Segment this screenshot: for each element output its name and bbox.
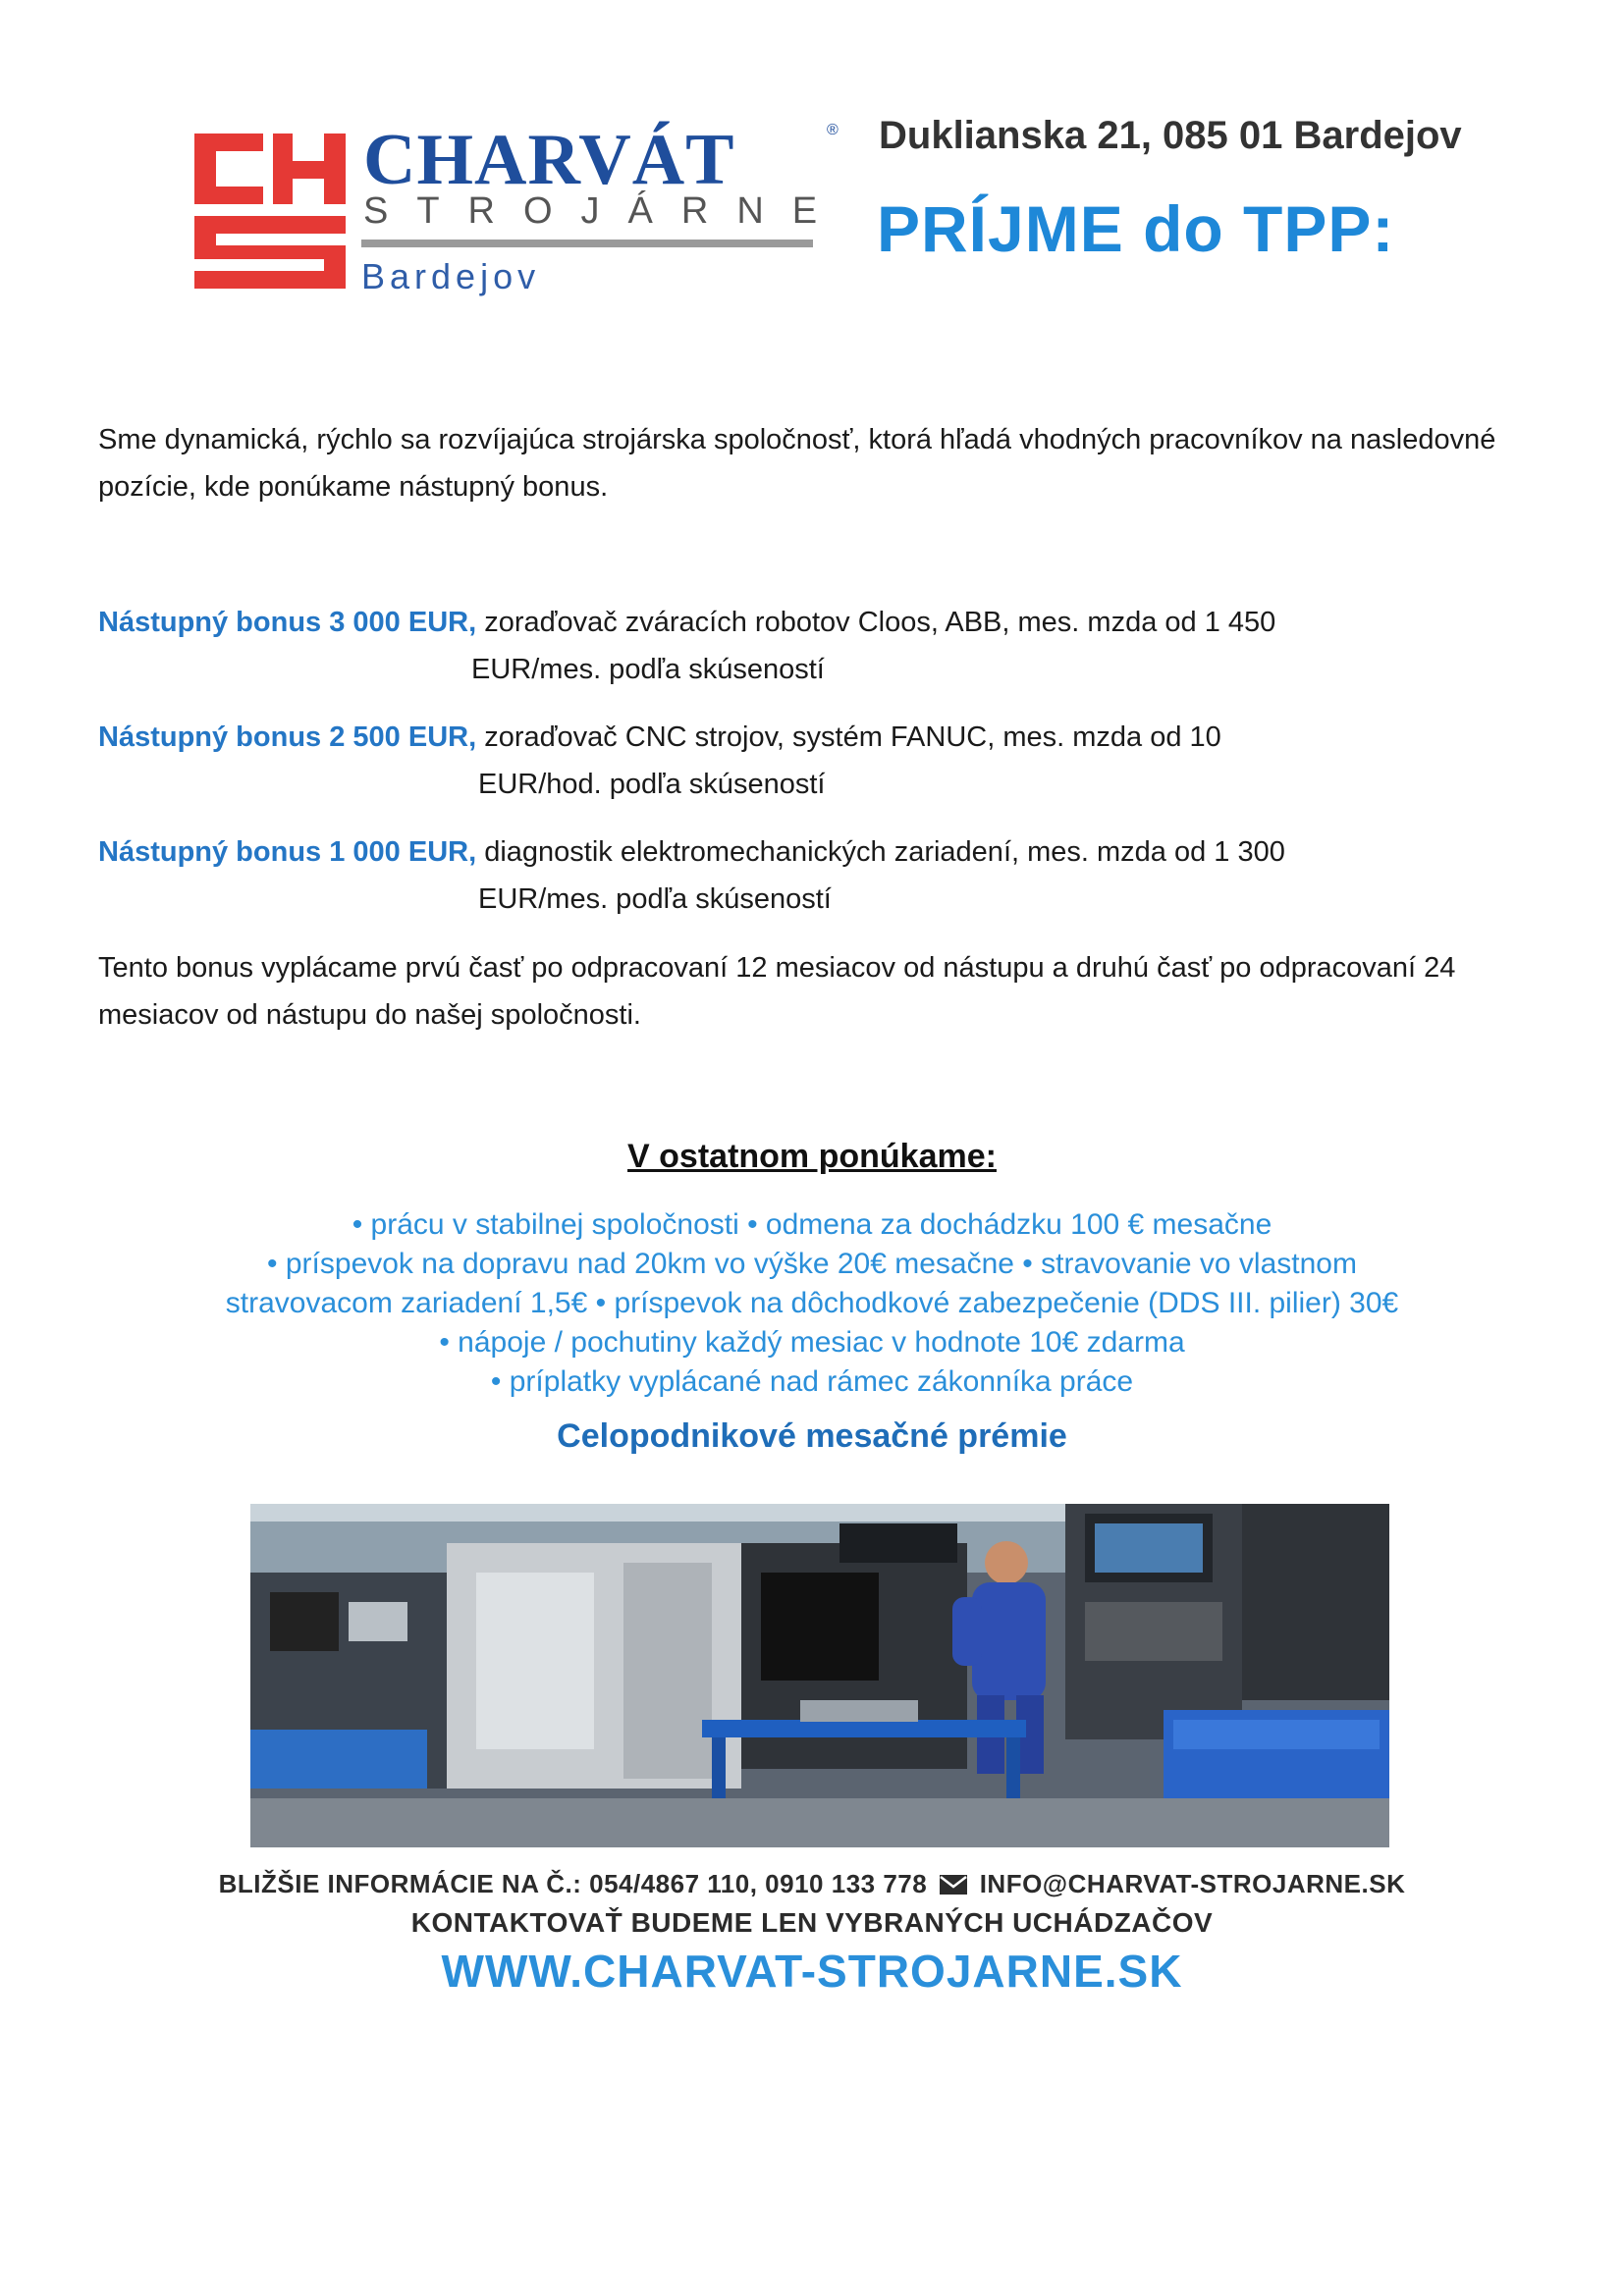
- bonus-amount: Nástupný bonus 1 000 EUR,: [98, 836, 477, 868]
- company-address: Duklianska 21, 085 01 Bardejov: [879, 114, 1462, 157]
- bonus-amount: Nástupný bonus 2 500 EUR,: [98, 721, 477, 753]
- website-link[interactable]: WWW.CHARVAT-STROJARNE.SK: [441, 1946, 1183, 1997]
- perk-line: stravovacom zariadení 1,5€ • príspevok na dôchodkové zabezpečenie (DDS III. pilier) 30€: [225, 1287, 1399, 1319]
- bonus-position: zoraďovač CNC strojov, systém FANUC, mes. mzda od 10: [476, 721, 1221, 753]
- premium-heading: Celopodnikové mesačné prémie: [557, 1417, 1067, 1455]
- perk-line: • príplatky vyplácané nad rámec zákonníka práce: [490, 1365, 1134, 1398]
- contact-email[interactable]: INFO@CHARVAT-STROJARNE.SK: [979, 1869, 1406, 1898]
- bonus-amount: Nástupný bonus 3 000 EUR,: [98, 607, 477, 638]
- workshop-photo: [250, 1504, 1389, 1847]
- perk-line: • prácu v stabilnej spoločnosti • odmena za dochádzku 100 € mesačne: [352, 1208, 1272, 1241]
- logo-city: Bardejov: [361, 256, 541, 296]
- selection-notice: KONTAKTOVAŤ BUDEME LEN VYBRANÝCH UCHÁDZAČOV: [410, 1907, 1214, 1938]
- bonus-item: [98, 599, 1532, 693]
- bonus-position: zoraďovač zváracích robotov Cloos, ABB, mes. mzda od 1 450: [476, 607, 1276, 638]
- payout-paragraph: Tento bonus vyplácame prvú časť po odpracovaní 12 mesiacov od nástupu a druhú časť po odpracovaní 24 mesiacov od nástupu do našej spoločnosti.: [98, 952, 1456, 1031]
- contact-info: [0, 1865, 1624, 1902]
- company-logo: [187, 120, 846, 297]
- bonus-salary-note: EUR/mes. podľa skúseností: [478, 883, 832, 915]
- envelope-icon: [939, 1874, 968, 1896]
- registered-mark: ®: [827, 122, 839, 138]
- logo-divider: [361, 240, 813, 247]
- intro-paragraph: Sme dynamická, rýchlo sa rozvíjajúca strojárska spoločnosť, ktorá hľadá vhodných pracovníkov na nasledovné pozície, kde ponúkame nástupný bonus.: [98, 424, 1496, 503]
- bonus-salary-note: EUR/mes. podľa skúseností: [471, 654, 825, 685]
- perks-list: [0, 1205, 1624, 1402]
- perk-line: • príspevok na dopravu nad 20km vo výške 20€ mesačne • stravovanie vo vlastnom: [267, 1248, 1357, 1280]
- bonus-item: [98, 714, 1532, 808]
- chs-monogram-logo: [187, 126, 353, 294]
- offer-heading: V ostatnom ponúkame:: [627, 1138, 997, 1175]
- perk-line: • nápoje / pochutiny každý mesiac v hodnote 10€ zdarma: [439, 1326, 1185, 1359]
- bonus-item: [98, 828, 1532, 923]
- contact-phones: BLIŽŠIE INFORMÁCIE NA Č.: 054/4867 110, 0910 133 778: [218, 1869, 928, 1898]
- bonus-salary-note: EUR/hod. podľa skúseností: [478, 769, 826, 800]
- bonus-position: diagnostik elektromechanických zariadení, mes. mzda od 1 300: [476, 836, 1285, 868]
- logo-company-name: CHARVÁT: [363, 120, 735, 200]
- logo-subtitle: STROJÁRNE: [363, 190, 846, 232]
- hiring-headline: PRÍJME do TPP:: [877, 192, 1395, 265]
